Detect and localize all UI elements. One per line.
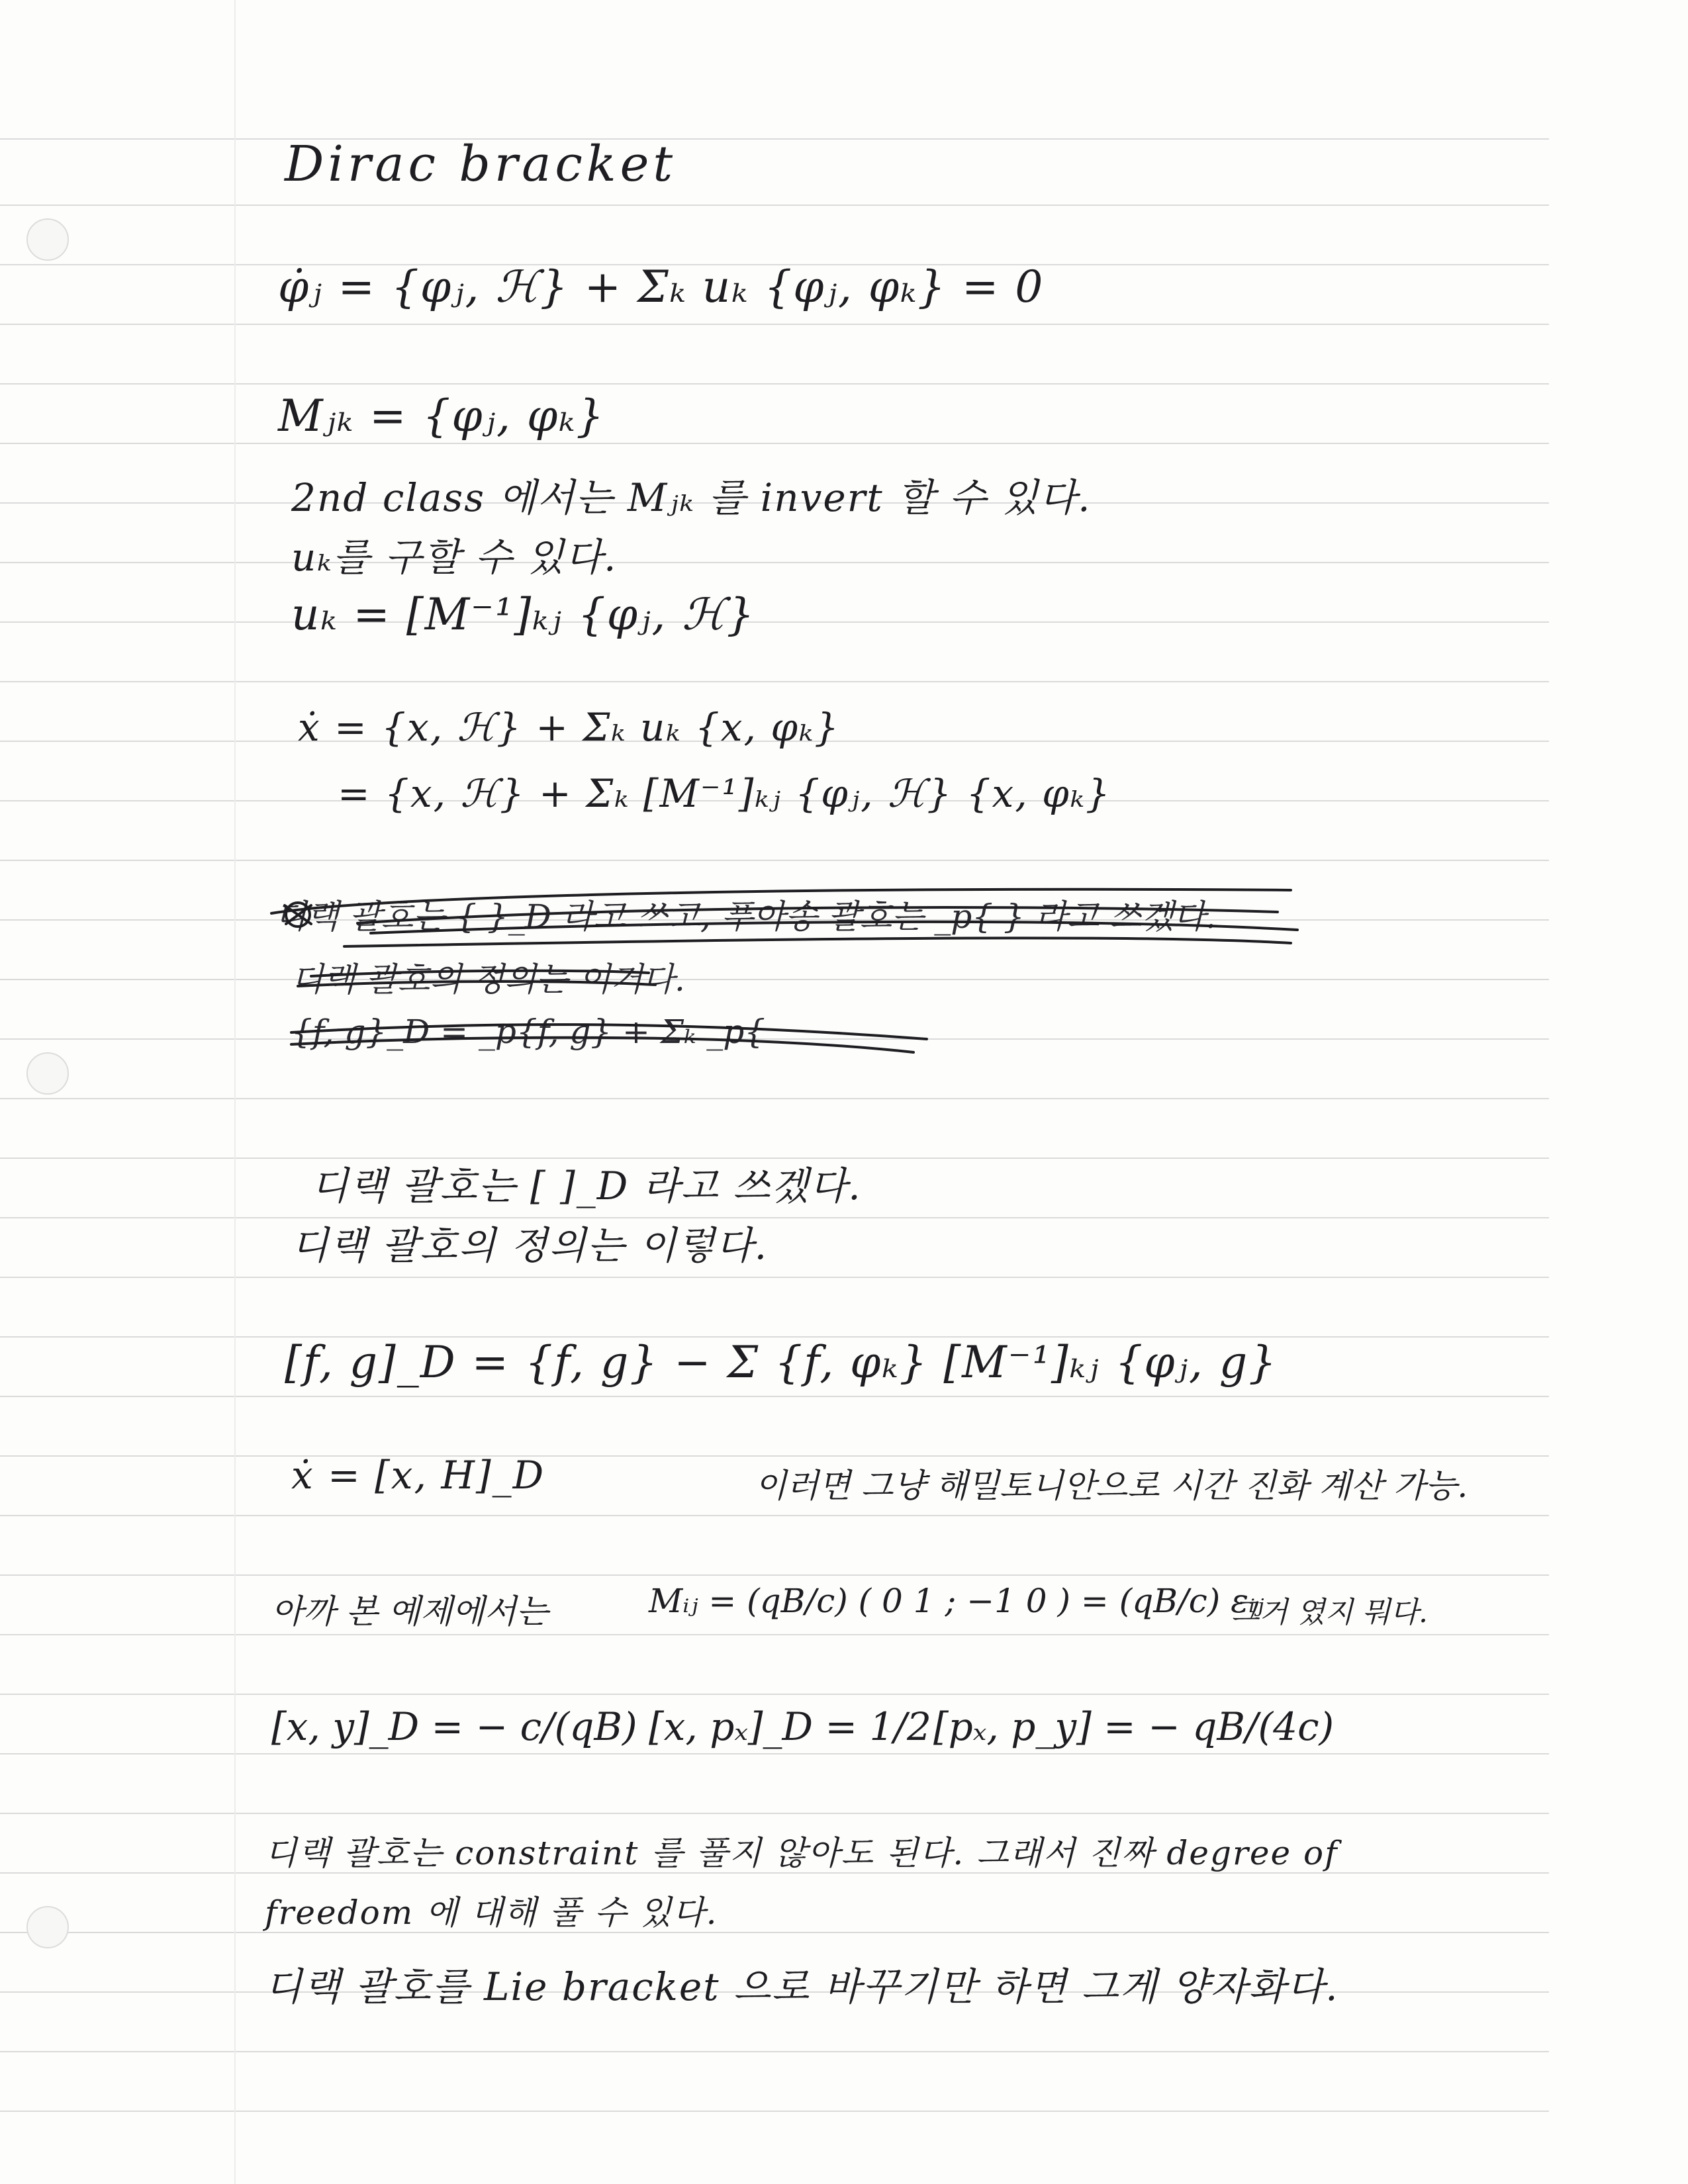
struck-note-definition: 디랙 괄호의 정의는 이거다. [291, 960, 685, 999]
note-dirac-definition: 디랙 괄호의 정의는 이렇다. [291, 1223, 769, 1268]
equation-m-example: Mᵢⱼ = (qB/c) ( 0 1 ; −1 0 ) = (qB/c) εᵢⱼ [649, 1582, 1264, 1620]
note-was-that: 그거 였지 뭐다. [1231, 1596, 1428, 1629]
equation-x-dot-dirac: ẋ = [x, H]_D [291, 1453, 545, 1498]
punch-hole-top [26, 218, 69, 261]
note-quantization: 디랙 괄호를 Lie bracket 으로 바꾸기만 하면 그게 양자화다. [265, 1964, 1339, 2009]
struck-equation: {f, g}_D = _p{f, g} + Σₖ _p{ [291, 1013, 766, 1051]
note-second-class-invert: 2nd class 에서는 Mⱼₖ 를 invert 할 수 있다. [291, 475, 1092, 520]
punch-hole-middle [26, 1052, 69, 1095]
equation-dirac-bracket: [f, g]_D = {f, g} − Σ {f, φₖ} [M⁻¹]ₖⱼ {φⱼ, g} [285, 1337, 1278, 1388]
equation-px-py-bracket: [pₓ, p_y] = − qB/(4c) [933, 1704, 1335, 1749]
equation-phi-dot: φ̇ⱼ = {φⱼ, ℋ} + Σₖ uₖ {φⱼ, φₖ} = 0 [278, 261, 1045, 312]
equation-uk: uₖ = [M⁻¹]ₖⱼ {φⱼ, ℋ} [291, 589, 756, 640]
note-hamiltonian-evolution: 이러면 그냥 해밀토니안으로 시간 진화 계산 가능. [755, 1467, 1468, 1505]
note-no-constraint-solving: 디랙 괄호는 constraint 를 풀지 않아도 된다. 그래서 진짜 degree of [265, 1834, 1338, 1872]
note-solve-uk: uₖ를 구할 수 있다. [291, 535, 618, 580]
note-dirac-notation: 디랙 괄호는 [ ]_D 라고 쓰겠다. [311, 1163, 862, 1208]
equation-m-matrix: Mⱼₖ = {φⱼ, φₖ} [278, 390, 606, 441]
equation-x-dot-1: ẋ = {x, ℋ} + Σₖ uₖ {x, φₖ} [298, 705, 841, 750]
note-previous-example: 아까 본 예제에서는 [271, 1592, 549, 1631]
struck-note-notation: 디랙 괄호는 { }_D 라고 쓰고, 푸아송 괄호는 _p{ } 라고 쓰겠다. [275, 897, 1216, 936]
equation-x-dot-2: = {x, ℋ} + Σₖ [M⁻¹]ₖⱼ {φⱼ, ℋ} {x, φₖ} [338, 771, 1111, 816]
note-degrees-of-freedom: freedom 에 대해 풀 수 있다. [265, 1893, 718, 1932]
punch-hole-bottom [26, 1906, 69, 1948]
equation-x-y-bracket: [x, y]_D = − c/(qB) [271, 1704, 637, 1749]
equation-x-px-bracket: [x, pₓ]_D = 1/2 [649, 1704, 931, 1749]
page-title: Dirac bracket [285, 136, 677, 193]
